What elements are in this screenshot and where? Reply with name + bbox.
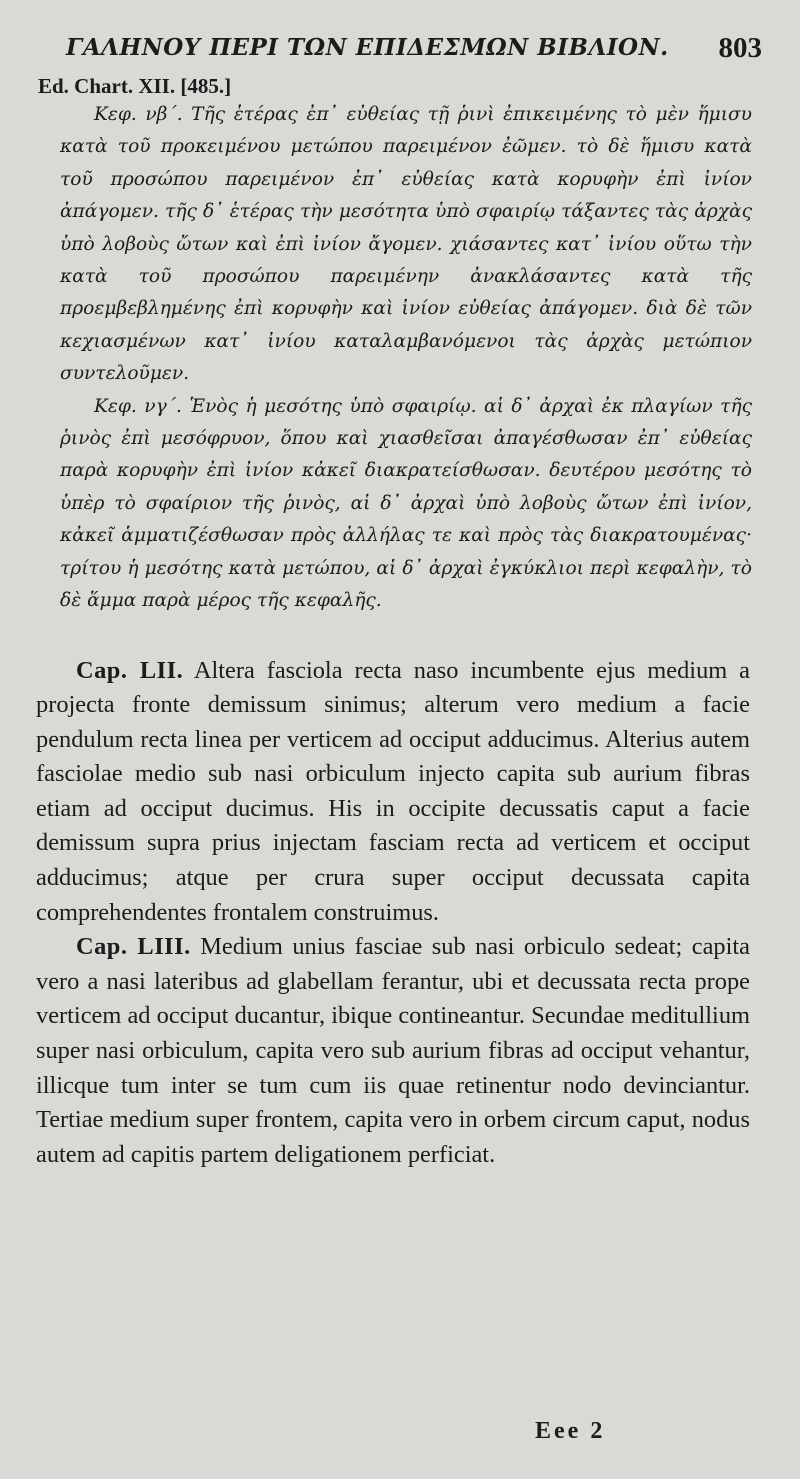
greek-paragraph-chapter-53: Κεφ. νγ΄. Ἑνὸς ἡ μεσότης ὑπὸ σφαιρίῳ. αἱ δ᾽ ἀρχαὶ ἐκ πλαγίων τῆς ῥινὸς ἐπὶ μεσόφρυον, ὅπου καὶ χιασθεῖσαι ἀπαγέσθωσαν ἐπ᾽ εὐθείας παρὰ κορυφὴν ἐπὶ ἰνίον κἀκεῖ διακρατείσθωσαν. δευτέρου μεσότης τὸ ὑπὲρ τὸ σφαίριον τῆς ῥινὸς, αἱ δ᾽ ἀρχαὶ ὑπὸ λοβοὺς ὤτων ἐπὶ ἰνίον, κἀκεῖ ἁμματιζέσθωσαν πρὸς ἀλλήλας τε καὶ πρὸς τὰς διακρατουμένας· τρίτου ἡ μεσότης κατὰ μετώπου, αἱ δ᾽ ἀρχαὶ ἐγκύκλιοι περὶ κεφαλὴν, τὸ δὲ ἅμμα παρὰ μέρος τῆς κεφαλῆς. (60, 395, 752, 612)
chapter-text-53: Medium unius fasciae sub nasi orbiculo sedeat; capita vero a nasi lateribus ad glabellam ferantur, ubi et decussata recta prope verticem ad occiput ducantur, ibique contineantur. Secundae meditullium super nasi orbiculum, capita vero sub aurium fibras ad occiput vehantur, illicque tum inter se tum cum iis quae retinentur nodo devinciantur. Tertiae medium super frontem, capita vero in orbem circum caput, nodus autem ad capitis partem deligationem perficiat. (36, 933, 750, 1168)
chapter-label-53: Cap. LIII. (76, 933, 191, 961)
latin-text-block (36, 654, 770, 1173)
greek-text-block (60, 99, 770, 618)
greek-paragraph-chapter-52: Κεφ. νβ΄. Τῆς ἑτέρας ἐπ᾽ εὐθείας τῇ ῥινὶ ἐπικειμένης τὸ μὲν ἥμισυ κατὰ τοῦ προκειμένου μετώπου παρειμένον ἐῶμεν. τὸ δὲ ἥμισυ κατὰ τοῦ προσώπου παρειμένον ἐπ᾽ εὐθείας κατὰ κορυφὴν ἐπὶ ἰνίον ἀπάγομεν. τῆς δ᾽ ἑτέρας τὴν μεσότητα ὑπὸ σφαιρίῳ τάξαντες τὰς ἀρχὰς ὑπὸ λοβοὺς ὤτων καὶ ἐπὶ ἰνίον ἄγομεν. χιάσαντες κατ᾽ ἰνίου οὕτω τὴν κατὰ τοῦ προσώπου παρειμένην ἀνακλάσαντες κατὰ τῆς προεμβεβλημένης ἐπὶ κορυφὴν καὶ ἰνίον εὐθείας ἀπάγομεν. διὰ δὲ τῶν κεχιασμένων κατ᾽ ἰνίου καταλαμβανόμενοι τὰς ἀρχὰς μετώπιον συντελοῦμεν. (60, 104, 752, 385)
chapter-text-52: Altera fasciola recta naso incumbente ejus medium a projecta fronte demissum sinimus; alterum vero medium a facie pendulum recta linea per verticem ad occiput adducimus. Alterius autem fasciolae medio sub nasi orbiculum injecto capita sub aurium fibras etiam ad occiput ducimus. His in occipite decussatis caput a facie demissum supra prius injectam fasciam recta ad verticem et occiput adducimus; atque per crura super occiput decussata capita comprehendentes frontalem construimus. (36, 656, 750, 926)
page-number: 803 (718, 32, 762, 64)
running-head (60, 26, 770, 70)
edition-reference: Ed. Chart. XII. [485.] (38, 74, 232, 98)
latin-paragraph-chapter-53 (36, 930, 750, 1172)
signature-mark: Eee 2 (535, 1418, 606, 1444)
latin-paragraph-chapter-52 (36, 654, 750, 931)
chapter-label-52: Cap. LII. (76, 656, 184, 684)
running-title: ΓΑΛΗΝΟΥ ΠΕΡΙ ΤΩΝ ΕΠΙΔΕΣΜΩΝ ΒΙΒΛΙΟΝ. (66, 34, 669, 61)
